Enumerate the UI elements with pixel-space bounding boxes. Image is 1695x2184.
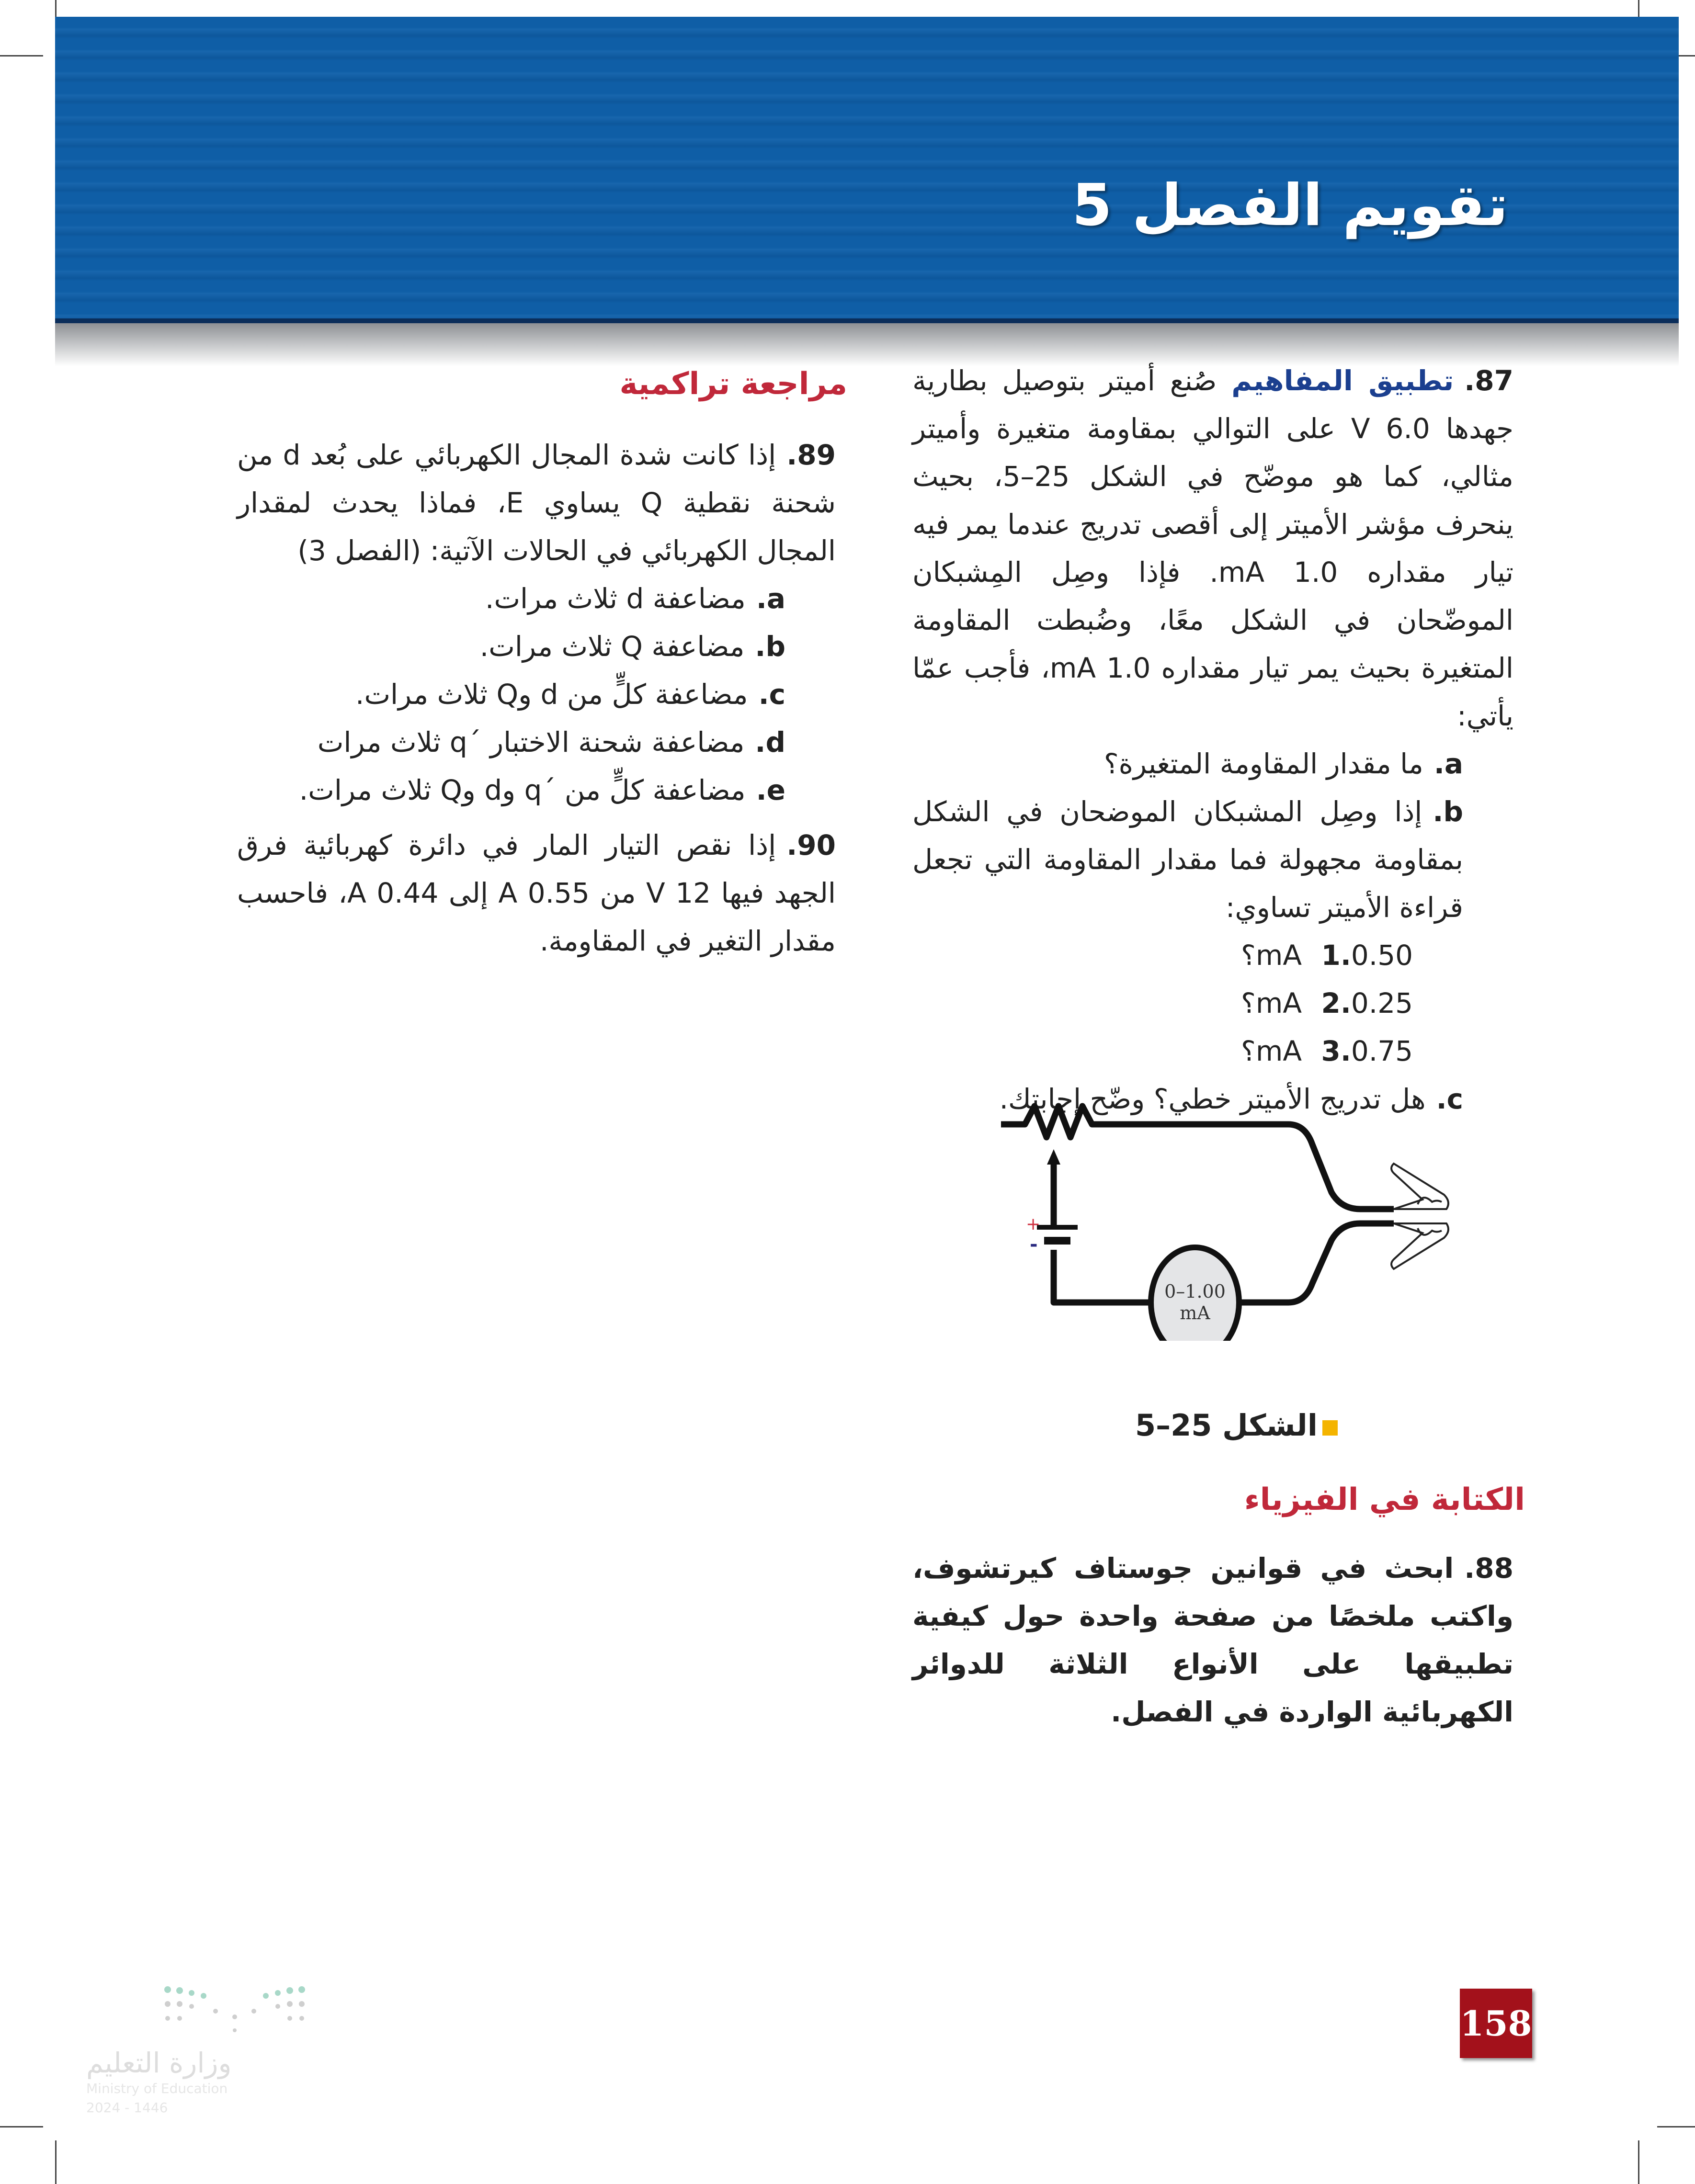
logo-subtitle: Ministry of Education: [86, 2081, 228, 2096]
resistor-arrow-icon: [1047, 1149, 1060, 1165]
part-text: هل تدريج الأميتر خطي؟ وضّح إجابتك.: [999, 1083, 1426, 1115]
circuit-diagram: [996, 1101, 1451, 1341]
part-label: b.: [755, 630, 785, 663]
part-label: b.: [1433, 795, 1463, 828]
question-part: [237, 766, 836, 814]
part-label: c.: [758, 678, 785, 711]
part-text: إذا وصِل المشبكان الموضحان في الشكل بمقاومة مجهولة فما مقدار المقاومة التي تجعل قراءة الأميتر تساوي:: [912, 795, 1463, 924]
question-88: [912, 1544, 1513, 1736]
battery-negative-plate: [1044, 1237, 1070, 1245]
question-part: [237, 718, 836, 766]
question-number: 87.: [1464, 364, 1514, 397]
part-text: مضاعفة كلٍّ من d وQ ثلاث مرات.: [355, 678, 748, 711]
caption-label: الشكل: [1222, 1408, 1318, 1443]
question-87-stem: [912, 357, 1513, 740]
crop-mark: [55, 2140, 57, 2184]
plus-sign: +: [1026, 1214, 1041, 1234]
question-subpart: [912, 931, 1513, 979]
section-heading-writing: الكتابة في الفيزياء: [1244, 1482, 1525, 1517]
logo-year: 2024 - 1446: [86, 2100, 168, 2116]
ammeter-range: 0–1.00: [1164, 1281, 1226, 1302]
part-text: مضاعفة Q ثلاث مرات.: [479, 630, 745, 663]
ammeter-unit: mA: [1180, 1302, 1210, 1324]
subpart-label: 1.: [1321, 939, 1351, 972]
subpart-text: 0.50 mA؟: [1241, 939, 1413, 972]
question-number: 90.: [786, 829, 836, 861]
crop-mark: [1638, 2140, 1639, 2184]
question-part: [237, 575, 836, 622]
subpart-label: 2.: [1321, 987, 1351, 1019]
question-subpart: [912, 1027, 1513, 1075]
question-90: [237, 821, 836, 965]
caption-marker-icon: [1322, 1420, 1338, 1436]
part-text: مضاعفة شحنة الاختبار ´q ثلاث مرات: [317, 726, 745, 758]
question-text: صُنع أميتر بتوصيل بطارية جهدها 6.0 V على التوالي بمقاومة متغيرة وأميتر مثالي، كما هو موضّح في الشكل 25–5، بحيث ينحرف مؤشر الأميتر إلى أقصى تدريج عندما يمر فيه تيار مقداره 1.0 mA. فإذا وصِل المِشبكان الموضّحان في الشكل معًا، وضُبطت المقاومة المتغيرة بحيث يمر تيار مقداره 1.0 mA، فأجب عمّا يأتي:: [912, 364, 1514, 732]
minus-sign: -: [1030, 1233, 1038, 1256]
crop-mark: [0, 55, 43, 57]
subpart-text: 0.25 mA؟: [1241, 987, 1413, 1019]
concept-label: تطبيق المفاهيم: [1231, 364, 1454, 397]
question-part: [912, 788, 1513, 931]
figure-caption: [1135, 1408, 1338, 1443]
question-part: [237, 622, 836, 670]
variable-resistor: [1001, 1106, 1106, 1137]
part-label: c.: [1436, 1083, 1463, 1115]
question-text: إذا نقص التيار المار في دائرة كهربائية فرق الجهد فيها 12 V من 0.55 A إلى 0.44 A، فاحسب مقدار التغير في المقاومة.: [237, 829, 836, 957]
page-number: 158: [1460, 1989, 1532, 2058]
part-label: d.: [755, 726, 785, 758]
alligator-clip-icon: [1391, 1223, 1448, 1269]
part-label: e.: [756, 774, 785, 806]
subpart-text: 0.75 mA؟: [1241, 1035, 1413, 1067]
alligator-clip-icon: [1391, 1164, 1448, 1209]
battery-positive-plate: [1037, 1225, 1078, 1230]
question-89: [237, 431, 836, 965]
part-text: ما مقدار المقاومة المتغيرة؟: [1103, 747, 1423, 780]
part-text: مضاعفة d ثلاث مرات.: [485, 582, 746, 615]
logo-text: وزارة التعليم: [86, 2047, 232, 2079]
part-text: مضاعفة كلٍّ من ´q وd وQ ثلاث مرات.: [299, 774, 746, 806]
logo-dots-icon: [163, 1982, 307, 2035]
question-text: ابحث في قوانين جوستاف كيرتشوف، واكتب ملخصًا من صفحة واحدة حول كيفية تطبيقها على الأنواع الثلاثة للدوائر الكهربائية الواردة في الفصل.: [912, 1552, 1513, 1728]
part-label: a.: [1433, 747, 1463, 780]
part-label: a.: [756, 582, 785, 615]
question-87: [912, 357, 1513, 1123]
subpart-label: 3.: [1321, 1035, 1351, 1067]
crop-mark: [1657, 2126, 1695, 2127]
question-number: 89.: [786, 439, 836, 471]
chapter-header-band: [55, 17, 1679, 323]
ammeter: [1151, 1247, 1239, 1341]
question-number: 88.: [1464, 1552, 1513, 1584]
question-subpart: [912, 979, 1513, 1027]
question-part: [912, 740, 1513, 788]
question-part: [237, 670, 836, 718]
caption-number: 25–5: [1135, 1408, 1212, 1443]
crop-mark: [0, 2126, 43, 2127]
section-heading-review: مراجعة تراكمية: [619, 366, 847, 402]
ministry-logo: [86, 1982, 316, 2117]
top-wire: [1106, 1124, 1394, 1209]
page-title: تقويم الفصل 5: [1072, 172, 1508, 239]
question-text: إذا كانت شدة المجال الكهربائي على بُعد d من شحنة نقطية Q يساوي E، فماذا يحدث لمقدار المجال الكهربائي في الحالات الآتية: (الفصل 3): [237, 439, 836, 567]
